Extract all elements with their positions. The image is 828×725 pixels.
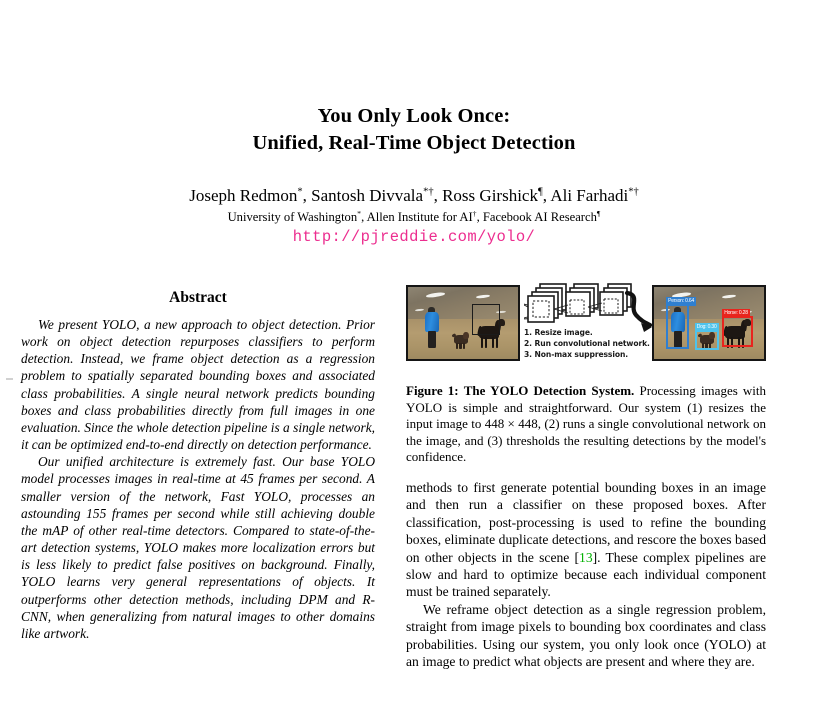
figure-caption-title: The YOLO Detection System. — [463, 383, 635, 398]
affiliation-1: University of Washington* — [227, 208, 362, 224]
left-column — [21, 288, 375, 642]
detection-label-person: Person: 0.64 — [668, 298, 695, 305]
affiliation-2: Allen Institute for AI† — [366, 208, 477, 224]
figure-step-1: 1. Resize image. — [524, 328, 593, 337]
paper-title-line-2: Unified, Real-Time Object Detection — [252, 132, 576, 154]
figure-input-photo — [406, 285, 520, 361]
body-text-spacer — [406, 466, 766, 479]
horse-leg — [496, 337, 498, 349]
body-paragraph-reframe: We reframe object detection as a single regression problem, straight from image pixels to bounding box coordinates and class probabilities. Using our system, you only look once (YOLO) at an image to predict what objects are present and where they are. — [406, 601, 766, 670]
detection-box-horse — [722, 309, 753, 348]
citation-link-13[interactable]: 13 — [579, 549, 593, 565]
affiliation-list — [0, 208, 828, 226]
body-text-post-citation: ]. These complex pipelines are slow and hard to optimize because each individual component must be trained separately. — [406, 549, 766, 600]
figure-1-image — [406, 283, 766, 365]
author-sep-2: , — [433, 186, 443, 205]
conv-layer-group-3 — [600, 284, 631, 315]
detection-label-horse: Horse: 0.28 — [724, 309, 748, 316]
conv-layer-group-2 — [566, 284, 598, 324]
person-legs — [428, 331, 436, 349]
body-paragraph-continued — [406, 479, 766, 601]
person-blue-jacket — [425, 312, 439, 331]
figure-step-2: 2. Run convolutional network. — [524, 339, 650, 349]
author-4: Ali Farhadi*† — [550, 186, 639, 205]
detection-label-dog: Dog: 0.30 — [696, 324, 717, 331]
figure-output-photo — [652, 285, 766, 361]
figure-steps-list — [524, 327, 656, 361]
author-2-marks: *† — [423, 186, 434, 198]
abstract-paragraph-1: We present YOLO, a new approach to object detection. Prior work on object detection repurposes classifiers to perform detection. Instead, we frame object detection as a regression problem to spatially separated bounding boxes and associated class probabilities. A single neural network predicts bounding boxes and class probabilities directly from full images in one evaluation. Since the whole detection pipeline is a single network, it can be optimized end-to-end directly on detection performance. — [21, 317, 375, 453]
affiliation-3: Facebook AI Research¶ — [482, 208, 601, 224]
affiliation-sep-2: , — [476, 210, 483, 224]
dog-leg — [456, 343, 458, 349]
project-url-line — [0, 228, 828, 246]
affiliation-1-marks: * — [357, 208, 362, 218]
author-3-marks: ¶ — [537, 186, 543, 198]
affiliation-2-marks: † — [472, 208, 477, 218]
dog-leg — [459, 343, 461, 349]
detection-box-dog — [695, 324, 719, 350]
author-sep-3: , — [542, 186, 551, 205]
author-3: Ross Girshick¶ — [442, 186, 543, 205]
grid-crop-box — [472, 304, 501, 334]
affiliation-sep-1: , — [361, 210, 367, 224]
author-1: Joseph Redmon* — [189, 186, 303, 205]
paper-title-line-1: You Only Look Once: — [317, 105, 511, 127]
author-sep-1: , — [302, 186, 312, 205]
abstract-paragraph-2: Our unified architecture is extremely fast. Our base YOLO model processes images in real-time at 45 frames per second. A smaller version of the network, Fast YOLO, processes an astounding 155 frames per second while still achieving double the mAP of other real-time detectors. Compared to state-of-the-art detection systems, YOLO makes more localization errors but is less likely to predict false positives on background. Finally, YOLO learns very general representations of objects. It outperforms other detection methods, including DPM and R-CNN, when generalizing from natural images to other domains like artwork. — [21, 454, 375, 641]
abstract-heading: Abstract — [169, 289, 227, 306]
dog-head — [463, 332, 469, 340]
author-list — [0, 185, 828, 207]
figure-step-3: 3. Non-max suppression. — [524, 350, 629, 360]
conv-layer-group-1 — [528, 284, 566, 322]
detection-box-person — [666, 298, 695, 349]
figure-1-caption — [406, 383, 766, 466]
author-4-marks: *† — [628, 186, 639, 198]
project-url-link[interactable]: http://pjreddie.com/yolo/ — [292, 228, 536, 246]
figure-caption-body: Processing images with YOLO is simple and straightforward. Our system (1) resizes the input image to 448 × 448, (2) runs a single convolutional network on the image, and (3) thresholds the resulting detections by the model's confidence. — [406, 383, 767, 465]
photo-person — [425, 307, 439, 347]
photo-dog — [453, 332, 470, 349]
affiliation-3-marks: ¶ — [596, 208, 601, 218]
body-text-pre-citation: methods to first generate potential bounding boxes in an image and then run a classifier on these proposed boxes. After classification, post-processing is used to refine the bounding boxes, eliminate duplicate detections, and rescore the boxes based on other objects in the scene [ — [406, 479, 766, 565]
horse-leg — [485, 337, 487, 349]
scan-artifact — [6, 378, 13, 380]
figure-caption-spacer — [406, 365, 766, 383]
right-column — [406, 283, 766, 670]
author-2: Santosh Divvala*† — [311, 186, 434, 205]
title-block — [0, 103, 828, 157]
author-1-marks: * — [297, 186, 303, 198]
figure-caption-label: Figure 1: — [406, 383, 459, 398]
